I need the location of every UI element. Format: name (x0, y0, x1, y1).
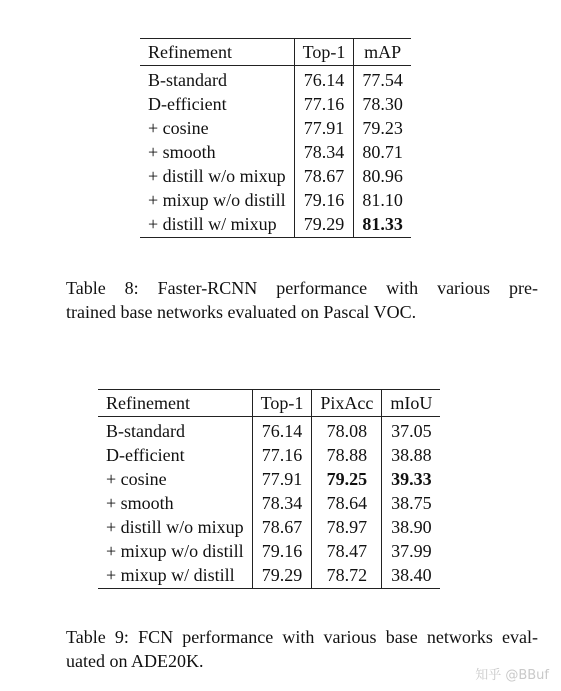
header-top1: Top-1 (294, 39, 354, 66)
cell-refinement: + cosine (106, 469, 167, 489)
header-map: mAP (354, 39, 411, 66)
table-8 (140, 38, 411, 238)
cell-map: 79.23 (354, 116, 411, 140)
caption-line: Table 8: Faster-RCNN performance with various pre- (66, 278, 538, 298)
cell-top1: 78.67 (294, 164, 354, 188)
table-row (140, 92, 411, 116)
caption-line: Table 9: FCN performance with various base networks eval- (66, 627, 538, 647)
cell-top1: 77.91 (252, 467, 312, 491)
cell-top1: 77.91 (294, 116, 354, 140)
cell-top1: 78.34 (252, 491, 312, 515)
header-top1: Top-1 (252, 390, 312, 417)
cell-refinement: + smooth (148, 142, 216, 162)
table-header-row (140, 39, 411, 66)
table-row (140, 188, 411, 212)
caption-line: trained base networks evaluated on Pascal VOC. (66, 302, 417, 322)
cell-miou: 37.99 (382, 539, 441, 563)
table-9 (98, 389, 440, 589)
cell-refinement: B-standard (106, 421, 185, 441)
cell-miou: 38.75 (382, 491, 441, 515)
table-row (140, 116, 411, 140)
table-header-row (98, 390, 440, 417)
cell-top1: 79.16 (294, 188, 354, 212)
table-row (98, 515, 440, 539)
cell-refinement: + cosine (148, 118, 209, 138)
table-row (140, 140, 411, 164)
cell-miou: 37.05 (382, 417, 441, 444)
cell-refinement: + smooth (106, 493, 174, 513)
cell-top1: 78.67 (252, 515, 312, 539)
table-row (98, 563, 440, 589)
cell-refinement: D-efficient (148, 94, 227, 114)
cell-map: 77.54 (354, 66, 411, 93)
cell-top1: 76.14 (252, 417, 312, 444)
cell-map: 80.96 (354, 164, 411, 188)
cell-top1: 77.16 (252, 443, 312, 467)
cell-map: 80.71 (354, 140, 411, 164)
cell-top1: 79.29 (294, 212, 354, 238)
table-row (140, 66, 411, 93)
caption-line: uated on ADE20K. (66, 651, 204, 671)
cell-pixacc: 78.72 (312, 563, 382, 589)
cell-miou: 38.40 (382, 563, 441, 589)
cell-top1: 79.29 (252, 563, 312, 589)
cell-pixacc: 78.64 (312, 491, 382, 515)
cell-map-best: 81.33 (354, 212, 411, 238)
cell-pixacc: 78.97 (312, 515, 382, 539)
cell-miou: 38.90 (382, 515, 441, 539)
table-9-caption (66, 625, 538, 673)
cell-pixacc: 78.08 (312, 417, 382, 444)
cell-refinement: + mixup w/o distill (148, 190, 286, 210)
cell-pixacc-best: 79.25 (312, 467, 382, 491)
table-row (98, 467, 440, 491)
cell-miou-best: 39.33 (382, 467, 441, 491)
cell-top1: 77.16 (294, 92, 354, 116)
cell-pixacc: 78.47 (312, 539, 382, 563)
table-row (98, 443, 440, 467)
cell-refinement: + distill w/o mixup (148, 166, 286, 186)
cell-refinement: D-efficient (106, 445, 185, 465)
cell-refinement: + mixup w/ distill (98, 563, 252, 589)
header-pixacc: PixAcc (312, 390, 382, 417)
cell-refinement: + mixup w/o distill (106, 541, 244, 561)
cell-refinement: + distill w/ mixup (140, 212, 294, 238)
table-row (140, 164, 411, 188)
header-refinement: Refinement (140, 39, 294, 66)
cell-top1: 76.14 (294, 66, 354, 93)
cell-map: 81.10 (354, 188, 411, 212)
cell-refinement: B-standard (148, 70, 227, 90)
cell-pixacc: 78.88 (312, 443, 382, 467)
cell-refinement: + distill w/o mixup (106, 517, 244, 537)
table-row (140, 212, 411, 238)
table-row (98, 539, 440, 563)
table-row (98, 491, 440, 515)
header-refinement: Refinement (98, 390, 252, 417)
cell-map: 78.30 (354, 92, 411, 116)
header-miou: mIoU (382, 390, 441, 417)
cell-top1: 78.34 (294, 140, 354, 164)
table-8-caption (66, 276, 538, 324)
cell-top1: 79.16 (252, 539, 312, 563)
table-row (98, 417, 440, 444)
watermark: 知乎 @BBuf (475, 668, 549, 683)
cell-miou: 38.88 (382, 443, 441, 467)
